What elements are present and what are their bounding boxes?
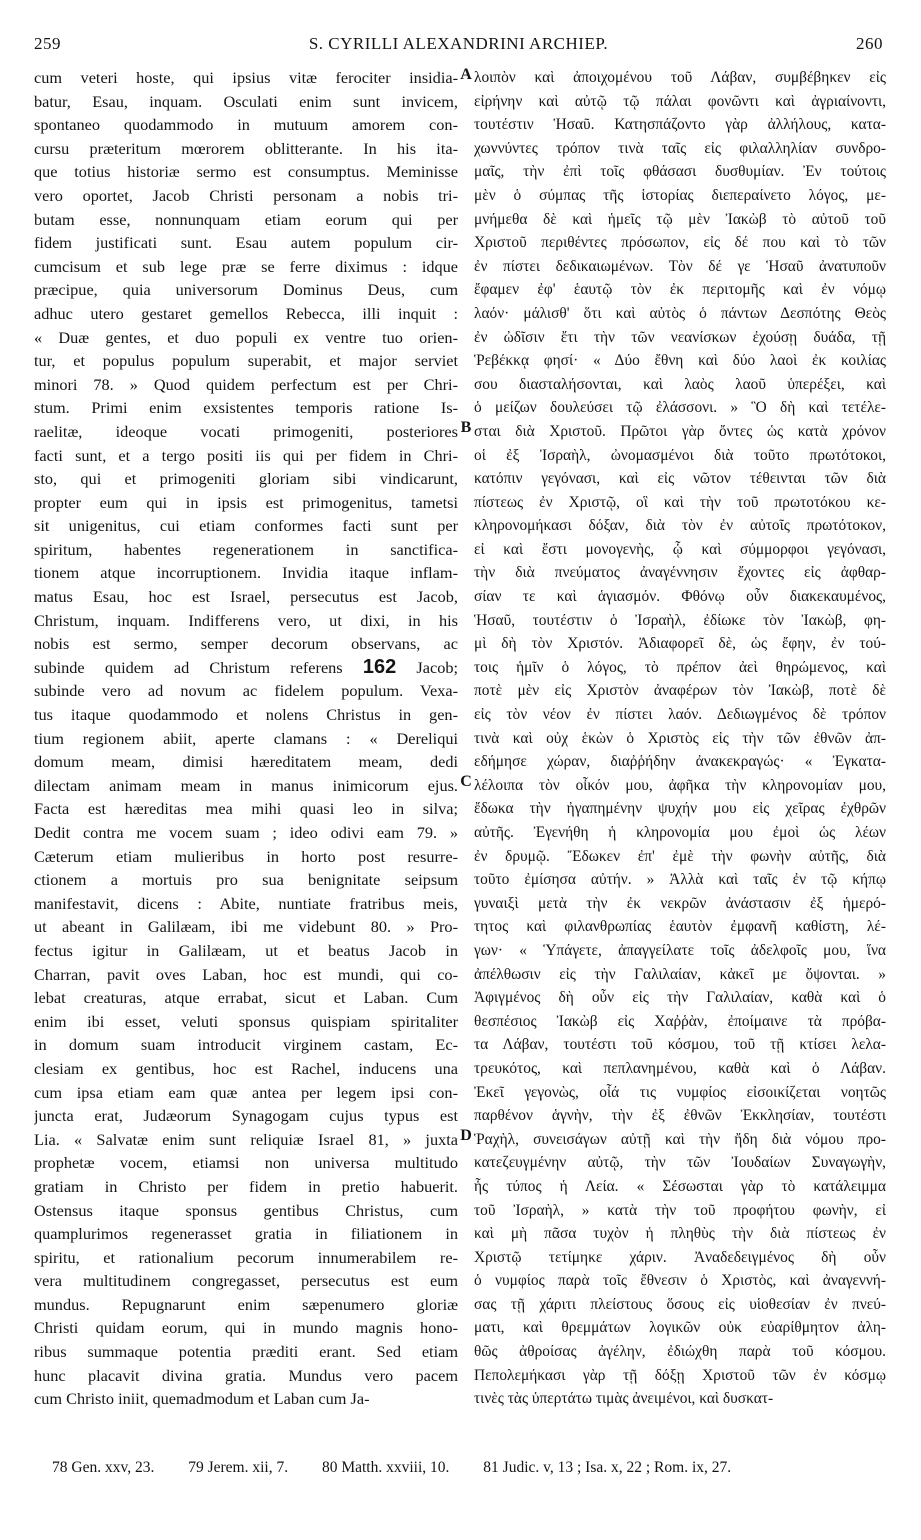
- greek-line: Ῥεβέκκᾳ φησί· « Δύο ἔθνη καὶ δύο λαοὶ ἐκ κοιλίας: [474, 352, 886, 370]
- greek-line: ἐν πίστει δεδικαιωμένων. Τὸν δέ γε Ἡσαῦ ἀνατυποῦν: [474, 257, 886, 275]
- latin-line: juncta erat, Judæorum Synagogam cujus typus est: [34, 1106, 458, 1126]
- latin-line: butam esse, nonnunquam etiam eorum qui per: [34, 209, 458, 229]
- latin-line: ribus summaque potentia præditi erant. Sed etiam: [34, 1342, 458, 1362]
- footnotes: [52, 1459, 881, 1477]
- greek-line: Πεπολεμήκασι γὰρ τῇ δόξῃ Χριστοῦ τῶν ἐν κόσμῳ: [474, 1366, 886, 1384]
- latin-line: sit unigenitus, cui etiam conformes facti sunt per: [34, 516, 458, 536]
- latin-line: cum veteri hoste, qui ipsius vitæ ferociter insidia-: [34, 68, 458, 87]
- latin-line: gratiam in Christo per fidem in pretio habuerit.: [34, 1176, 458, 1196]
- column-number: 162: [362, 655, 397, 678]
- greek-line: σται διὰ Χριστοῦ. Πρῶτοι γὰρ ὄντες ὡς κατὰ χρόνον: [474, 422, 886, 440]
- page-header: [34, 34, 883, 58]
- greek-line: ἀπέλθωσιν εἰς τὴν Γαλιλαίαν, κἀκεῖ με ὄψονται. »: [474, 965, 886, 983]
- latin-line: raelitæ, ideoque vocati primogeniti, posteriores: [34, 421, 458, 441]
- greek-line: Ἀφιγμένος δὴ οὖν εἰς τὴν Γαλιλαίαν, καθὰ καὶ ὁ: [474, 989, 886, 1007]
- greek-line: οἱ ἐξ Ἰσραὴλ, ὠνομασμένοι διὰ τοῦτο πρωτότοκοι,: [474, 446, 886, 464]
- greek-line: ποτὲ μὲν εἰς Χριστὸν ἀναφέρων τὸν Ἰακὼβ, ποτὲ δὲ: [474, 682, 886, 700]
- greek-line: σίαν τε καὶ ἁγιασμόν. Φθόνῳ οὖν διακεκαυμένος,: [474, 588, 886, 606]
- greek-line: τρευκότος, καὶ πεπλανημένου, καθὰ καὶ ὁ Λάβαν.: [474, 1059, 886, 1077]
- latin-line: subinde quidem ad Christum referens 162 Jacob;: [34, 655, 458, 678]
- latin-line: facti sunt, et a tergo positi iis qui per fidem in Chri-: [34, 445, 458, 465]
- latin-line: Ostensus itaque sponsus gentibus Christus, cum: [34, 1200, 458, 1220]
- latin-line: enim ibi esset, veluti sponsus quispiam spiritaliter: [34, 1011, 458, 1031]
- greek-line: εἰς τὸν νέον ἐν πίστει λαόν. Δεδιωγμένος δὲ τρόπον: [474, 706, 886, 724]
- greek-line: κατόπιν γεγόνασι, καὶ εἰς νῶτον τέθεινται τῶν διὰ: [474, 470, 886, 488]
- greek-line: μὶ δὴ τὸν Χριστόν. Ἀδιαφορεῖ δὲ, ὡς ἔφην, ἐν τού-: [474, 635, 886, 653]
- latin-line: Dedit contra me vocem suam ; ideo odivi eam 79. »: [34, 823, 458, 842]
- latin-line: tium regionem abiit, aperte clamans : « Dereliqui: [34, 728, 458, 748]
- latin-line: cumcisum et sub lege præ se ferre diximus : idque: [34, 256, 458, 276]
- latin-line: domum meam, dimisi hæreditatem meam, dedi: [34, 752, 458, 772]
- greek-line: σας τῇ χάριτι πλείστους ὅσους εἰς υἱοθεσίαν ἐν πνεύ-: [474, 1295, 886, 1313]
- greek-line: χωννύντες τρόπον τινὰ ταῖς εἰς φιλαλληλίαν συνδρο-: [474, 139, 886, 157]
- greek-line: πίστεως ἐν Χριστῷ, οἳ καὶ τὴν τοῦ πρωτοτόκου κε-: [474, 493, 886, 511]
- greek-line: ἧς τύπος ἡ Λεία. « Σέσωσται γὰρ τὸ κατάλειμμα: [474, 1177, 886, 1195]
- latin-line: tionem atque incorruptionem. Invidia itaque inflam-: [34, 563, 458, 583]
- greek-line: κατεζευγμένην αὐτῷ, τὴν τῶν Ἰουδαίων Συναγωγὴν,: [474, 1154, 886, 1172]
- greek-line: τα Λάβαν, τουτέστι τοῦ κόσμου, τοῦ τῇ κτίσει λελα-: [474, 1036, 886, 1054]
- page-number-right: 260: [856, 34, 883, 53]
- footnote: 80 Matth. xxviii, 10.: [321, 1459, 450, 1476]
- latin-line: quamplurimos regenerasset gratia in filiationem in: [34, 1224, 458, 1244]
- latin-line: mundus. Repugnarunt enim sæpenumero gloriæ: [34, 1294, 458, 1314]
- greek-line: σου διασταλήσονται, καὶ λαὸς λαοῦ ὑπερέξει, καὶ: [474, 375, 886, 393]
- latin-line: batur, Esau, inquam. Osculati enim sunt invicem,: [34, 91, 458, 111]
- greek-line: τουτέστιν Ἡσαῦ. Κατησπάζοντο γὰρ ἀλλήλους, κατα-: [474, 116, 886, 134]
- latin-line: subinde vero ad novum ac fidelem populum. Vexa-: [34, 681, 458, 701]
- latin-line: Christum, inquam. Indifferens vero, ut dixi, in his: [34, 610, 458, 630]
- latin-line: propter eum qui in ipsis est primogenitus, tametsi: [34, 492, 458, 512]
- latin-line: minori 78. » Quod quidem perfectum est per Chri-: [34, 374, 458, 394]
- greek-line: μὲν ὁ σύμπας τῆς ἱστορίας διεπεραίνετο λόγος, με-: [474, 186, 886, 204]
- running-title: S. CYRILLI ALEXANDRINI ARCHIEP.: [308, 34, 609, 53]
- footnote: 81 Judic. v, 13 ; Isa. x, 22 ; Rom. ix, 27.: [483, 1459, 732, 1476]
- latin-line: vero oportet, Jacob Christi personam a nobis tri-: [34, 185, 458, 205]
- greek-line: Χριστῷ τετίμηκε χάριν. Ἀναδεδειγμένος δὴ οὖν: [474, 1248, 886, 1266]
- greek-line: τοῦ Ἰσραὴλ, » κατὰ τὴν τοῦ προφήτου φωνὴν, εἰ: [474, 1201, 886, 1219]
- greek-line: ἐν δρυμῷ. Ἔδωκεν ἐπ' ἐμὲ τὴν φωνὴν αὐτῆς, διὰ: [474, 847, 886, 865]
- greek-line: λέλοιπα τὸν οἶκόν μου, ἀφῆκα τὴν κληρονομίαν μου,: [474, 776, 886, 794]
- latin-line: hunc placavit divina gratia. Mundus vero pacem: [34, 1365, 458, 1385]
- latin-line: « Duæ gentes, et duo populi ex ventre tuo orien-: [34, 327, 458, 347]
- greek-line: τοῦτο ἐμίσησα αὐτήν. » Ἀλλὰ καὶ ταῖς ἐν τῷ κήπῳ: [474, 871, 886, 889]
- greek-line: Ῥαχὴλ, συνεισάγων αὐτῇ καὶ τὴν ἤδη διὰ νόμου προ-: [474, 1130, 886, 1148]
- margin-letter-a: A: [460, 66, 472, 83]
- latin-line: que totius historiæ sermo est consumptus. Meminisse: [34, 162, 458, 182]
- latin-line: Lia. « Salvatæ enim sunt reliquiæ Israel 81, » juxta: [34, 1129, 458, 1149]
- greek-line: ματι, καὶ θρεμμάτων λογικῶν οὐκ εὐαρίθμητον ἀλη-: [474, 1319, 886, 1337]
- latin-line: Cæterum etiam mulieribus in horto post resurre-: [34, 846, 458, 866]
- greek-line: εἰρήνην καὶ αὐτῷ τῷ πάλαι φονῶντι καὶ ἀγριαίνοντι,: [474, 92, 886, 110]
- latin-line: cum Christo iniit, quemadmodum et Laban cum Ja-: [34, 1389, 370, 1409]
- greek-line: μνήμεθα δὲ καὶ ἡμεῖς τῷ μὲν Ἰακὼβ τὸ αὐτοῦ τοῦ: [474, 210, 886, 228]
- greek-line: γυναιξὶ μετὰ τὴν ἐκ νεκρῶν ἀνάστασιν ἐξ ἡμερό-: [474, 894, 886, 912]
- latin-line: tus itaque quodammodo et nolens Christus in gen-: [34, 705, 458, 725]
- latin-line: in domum suam introducit virginem castam, Ec-: [34, 1035, 458, 1055]
- greek-line: ἔδωκα τὴν ἠγαπημένην ψυχήν μου εἰς χεῖρας ἐχθρῶν: [474, 800, 886, 818]
- latin-line: Facta est hæreditas mea mihi quasi leo in silva;: [34, 799, 458, 819]
- greek-line: εδήμησε χώραν, διαῤῥήδην ἀνακεκραγώς· « Ἐγκατα-: [474, 753, 886, 771]
- greek-line: γων· « Ὑπάγετε, ἀπαγγείλατε τοῖς ἀδελφοῖς μου, ἵνα: [474, 941, 886, 959]
- latin-line: cum ipsa etiam eam quæ antea per legem ipsi con-: [34, 1082, 458, 1102]
- greek-line: κληρονομήκασι δόξαν, διὰ τὸν ἐν αὐτοῖς πρωτότοκον,: [474, 517, 886, 535]
- margin-letter-d: D: [460, 1127, 472, 1144]
- greek-line: τινὰ καὶ οὐχ ἑκὼν ὁ Χριστὸς εἰς τὴν τῶν ἐθνῶν ἀπ-: [474, 729, 886, 747]
- latin-line: fidem justificati sunt. Esau autem populum cir-: [34, 233, 458, 253]
- latin-line: stum. Primi enim exsistentes temporis ratione Is-: [34, 398, 458, 418]
- latin-line: vera multitudinem congregasset, persecutus est eum: [34, 1271, 458, 1291]
- latin-column: [34, 66, 458, 1411]
- latin-line: adhuc utero gestaret gemellos Rebecca, illi inquit :: [34, 303, 458, 323]
- greek-line: λοιπὸν καὶ ἀποιχομένου τοῦ Λάβαν, συμβέβηκεν εἰς: [474, 69, 886, 86]
- greek-line: θεσπέσιος Ἰακὼβ εἰς Χαῤῥὰν, ἐποίμαινε τὰ πρόβα-: [474, 1012, 886, 1030]
- page-number-left: 259: [34, 34, 61, 53]
- footnote: 79 Jerem. xii, 7.: [188, 1459, 289, 1476]
- greek-line: Ἐκεῖ γεγονὼς, οἷά τις νυμφίος εἰσοικίζεται νοητῶς: [474, 1083, 886, 1101]
- latin-line: Charran, pavit oves Laban, hoc est mundi, qui co-: [34, 964, 458, 984]
- greek-line: ἔφαμεν ἐφ' ἑαυτῷ τὸν ἐκ περιτομῆς καὶ ἐν νόμῳ: [474, 281, 886, 299]
- latin-line: spiritum, habentes regenerationem in sanctifica-: [34, 539, 458, 559]
- greek-line: τινὲς τὰς ὑπερτάτω τιμὰς ἀνειμένοι, καὶ δυσκατ-: [474, 1390, 774, 1408]
- greek-line: παρθένον ἁγνὴν, τὴν ἐξ ἐθνῶν Ἐκκλησίαν, τουτέστι: [474, 1107, 886, 1125]
- greek-line: μαῖς, τὴν ἐπὶ τοῖς φθάσασι δυσθυμίαν. Ἐν τούτοις: [474, 163, 886, 181]
- greek-line: λαόν· μάλισθ' ὅτι καὶ αὐτὸς ὁ πάντων Δεσπότης Θεὸς: [474, 304, 886, 322]
- greek-line: τοις ἡμῖν ὁ λόγος, τὸ πρέπον ἀεὶ θηρώμενος, καὶ: [474, 658, 886, 676]
- latin-line: fectus igitur in Galilæam, ut et beatus Jacob in: [34, 940, 458, 960]
- latin-line: nobis est sermo, semper decorum observans, ac: [34, 634, 458, 654]
- latin-line: cursu præteritum mœrorem oblitterante. In his ita-: [34, 138, 458, 158]
- margin-letter-b: B: [460, 419, 472, 436]
- latin-line: præcipue, quia universorum Dominus Deus, cum: [34, 280, 458, 300]
- latin-line: ut abeant in Galilæam, ibi me videbunt 80. » Pro-: [34, 917, 458, 937]
- latin-line: lebat creaturas, atque errabat, sicut et Laban. Cum: [34, 988, 458, 1008]
- latin-line: manifestavit, dicens : Abite, nuntiate fratribus meis,: [34, 893, 458, 913]
- latin-line: spiritu, et rationalium pecorum innumerabilem re-: [34, 1247, 458, 1267]
- margin-letter-c: C: [460, 773, 472, 790]
- greek-line: ὁ μείζων δουλεύσει τῷ ἐλάσσονι. » Ὃ δὴ καὶ τετέλε-: [474, 399, 886, 417]
- greek-line: ὁ νυμφίος παρὰ τοῖς ἔθνεσιν ὁ Χριστὸς, καὶ ἀναγεννή-: [474, 1272, 886, 1290]
- latin-line: ctionem a mortuis pro sua benignitate seipsum: [34, 870, 458, 890]
- latin-line: dilectam animam meam in manus inimicorum ejus.: [34, 775, 458, 795]
- latin-line: matus Esau, hoc est Israel, persecutus est Jacob,: [34, 587, 458, 607]
- greek-column: [474, 66, 886, 1411]
- latin-line: clesiam ex gentibus, hoc est Rachel, inducens una: [34, 1058, 458, 1078]
- footnote: 78 Gen. xxv, 23.: [52, 1459, 155, 1476]
- greek-line: αὐτῆς. Ἐγενήθη ἡ κληρονομία μου ἐμοὶ ὡς λέων: [474, 824, 886, 841]
- latin-line: tur, et populus populum superabit, et major serviet: [34, 351, 458, 371]
- latin-line: Christi quidam eorum, qui in mundo magnis hono-: [34, 1318, 458, 1338]
- greek-line: τητος καὶ φιλανθρωπίας ἑαυτὸν ἐμφανῆ καθίστη, λέ-: [474, 918, 886, 936]
- greek-line: ἐν ὠδῖσιν ἔτι τὴν τῶν νεανίσκων ἐχούσῃ δυάδα, τῇ: [474, 328, 886, 346]
- greek-line: Ἡσαῦ, τουτέστιν ὁ Ἰσραὴλ, ἐδίωκε τὸν Ἰακὼβ, φη-: [474, 611, 886, 629]
- greek-line: εἰ καὶ ἔστι μονογενὴς, ᾧ καὶ σύμμορφοι γεγόνασι,: [474, 540, 886, 558]
- latin-line: spontaneo quodammodo in mutuum amorem con-: [34, 115, 458, 135]
- latin-line: sto, qui et primogeniti gloriam sibi vindicarunt,: [34, 469, 458, 489]
- greek-line: θῶς ἀθροίσας ἀγέλην, ἐδιώχθη παρὰ τοῦ κόσμου.: [474, 1343, 886, 1361]
- greek-line: Χριστοῦ περιθέντες πρόσωπον, εἰς δέ που καὶ τὸ τῶν: [474, 234, 886, 252]
- latin-line: prophetæ vocem, etiamsi non universa multitudo: [34, 1153, 458, 1173]
- greek-line: τὴν διὰ πνεύματος ἀναγέννησιν ἔχοντες εἰς ἀφθαρ-: [474, 564, 886, 582]
- greek-line: καὶ μὴ πᾶσα τυχὸν ἡ πληθὺς τὴν διὰ πίστεως ἐν: [474, 1225, 886, 1243]
